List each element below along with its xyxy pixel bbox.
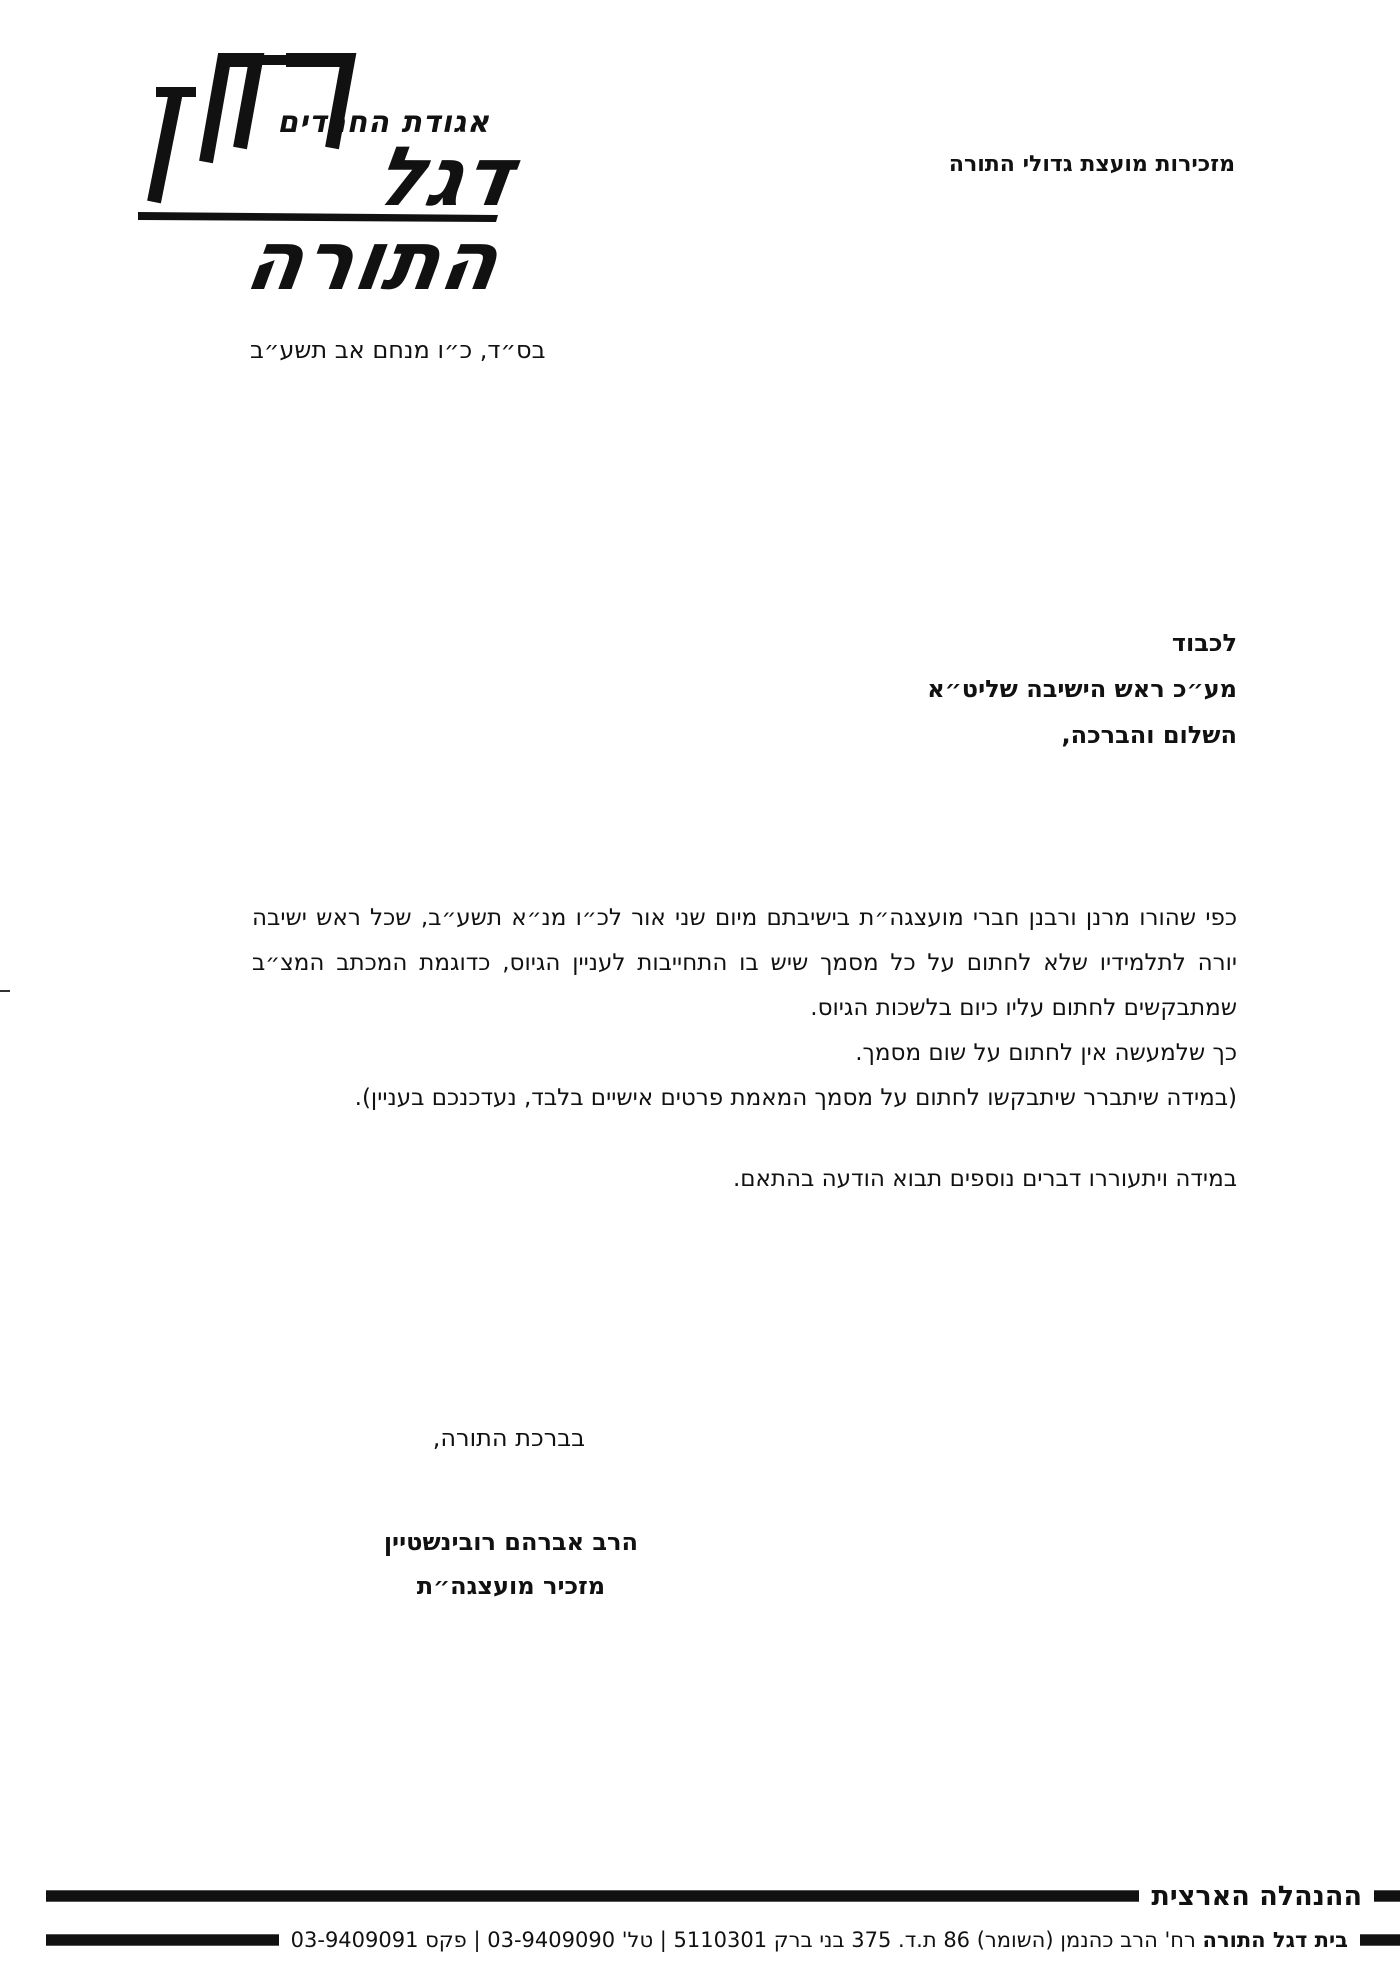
recipient-salutation: לכבוד (1171, 629, 1237, 657)
logo-title: דגל התורה (239, 130, 522, 309)
footer-heading-row (46, 1882, 1400, 1910)
body-paragraph: כפי שהורו מרנן ורבנן חברי מועצגה״ת בישיבתם מיום שני אור לכ״ו מנ״א תשע״ב, שכל ראש ישיבה יורה לתלמידיו שלא לחתום על כל מסמך שיש בו התחייבות לעניין הגיוס, כדוגמת המכתב המצ״ב שמתבקשים לחתום עליו כיום בלשכות הגיוס. (252, 905, 1237, 1021)
footer-contact (279, 1928, 1360, 1952)
footer-heading: ההנהלה הארצית (1151, 1880, 1362, 1912)
footer-contact-row (46, 1926, 1400, 1954)
footer-fax: פקס 03-9409091 (290, 1928, 467, 1952)
body-paragraph: כך שלמעשה אין לחתום על שום מסמך. (855, 1040, 1237, 1066)
office-header: מזכירות מועצת גדולי התורה (948, 152, 1235, 177)
footer-address: רח' הרב כהנמן (השומר) 86 ת.ד. 375 בני ברק 5110301 (673, 1928, 1196, 1952)
signatory-name: הרב אברהם רובינשטיין (383, 1528, 638, 1556)
signature-block (384, 1520, 638, 1608)
recipient-greeting: השלום והברכה, (1061, 721, 1237, 749)
margin-mark (0, 990, 10, 992)
closing-line: בברכת התורה, (432, 1424, 585, 1452)
logo-subtitle: אגודת החרדים (277, 105, 490, 140)
footer-org-name: בית דגל התורה (1202, 1928, 1348, 1952)
recipient-addressee: מע״כ ראש הישיבה שליט״א (927, 675, 1237, 703)
paragraph-gap (252, 1121, 1237, 1157)
body-paragraph: במידה ויתעוררו דברים נוספים תבוא הודעה בהתאם. (732, 1166, 1237, 1192)
footer-phone: טל' 03-9409090 (487, 1928, 654, 1952)
degel-hatorah-logo (136, 52, 522, 309)
footer-rule (1374, 1890, 1400, 1902)
footer-rule (46, 1934, 279, 1946)
letter-body (252, 896, 1237, 1202)
recipient-block (637, 620, 1237, 758)
letter-date: בס״ד, כ״ו מנחם אב תשע״ב (250, 336, 546, 364)
footer-rule (46, 1890, 1139, 1902)
footer-rule (1360, 1934, 1400, 1946)
signatory-title: מזכיר מועצגה״ת (416, 1572, 606, 1600)
footer-separator: | (659, 1928, 667, 1952)
body-paragraph: (במידה שיתברר שיתבקשו לחתום על מסמך המאמת פרטים אישיים בלבד, נעדכנכם בעניין). (354, 1085, 1237, 1111)
footer-separator: | (473, 1928, 481, 1952)
